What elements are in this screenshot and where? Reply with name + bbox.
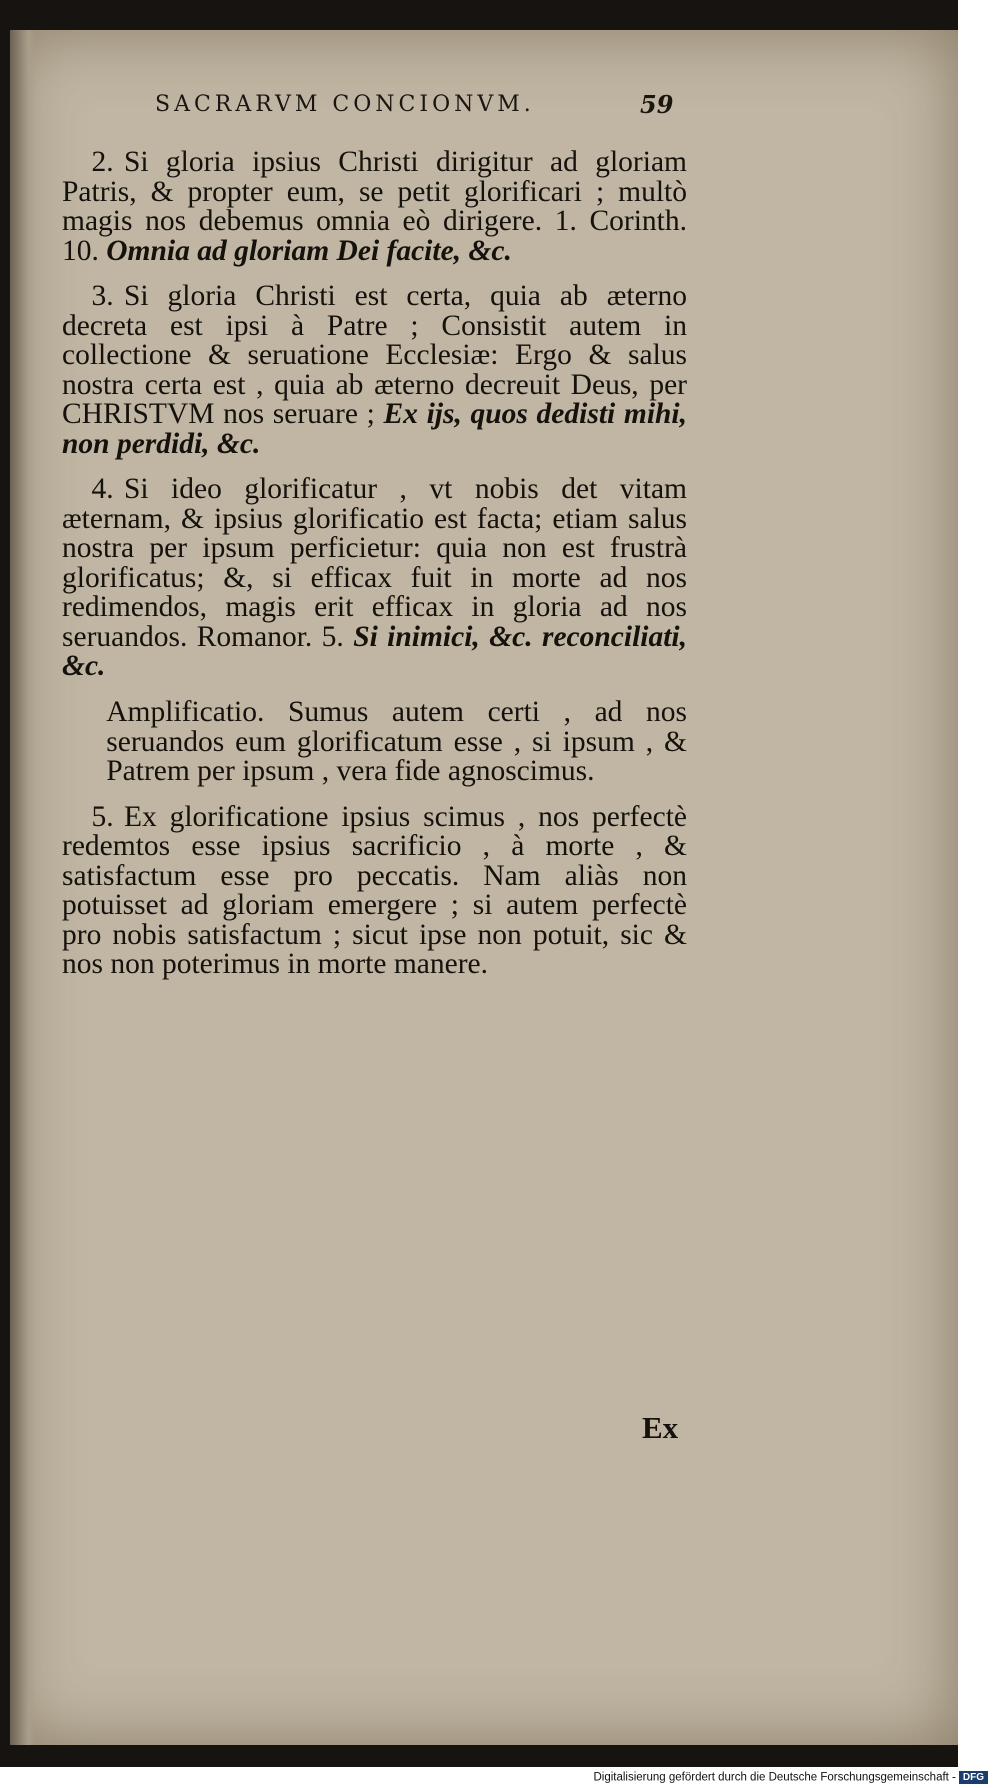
amplificatio-paragraph: [106, 698, 687, 787]
paragraph-number: 2.: [91, 146, 114, 178]
paragraph-text: Ex glorificatione ipsius scimus , nos perfectè redemtos esse ipsius sacrificio , à morte , & satisfactum esse pro peccatis. Nam aliàs non potuisset ad gloriam emergere ; si autem perfectè pro nobis satisfactum ; sicut ipse non potuit, sic & nos non poterimus in morte manere.: [62, 800, 687, 981]
page-binding-edge: [10, 30, 36, 1745]
latin-quotation: Si inimici, &c. reconciliati, &c.: [62, 620, 687, 683]
body-text: [62, 148, 687, 996]
paragraph-4: [62, 475, 687, 682]
paragraph-number: 4.: [91, 473, 114, 506]
paragraph-number: 5.: [91, 800, 114, 833]
credit-text: Digitalisierung gefördert durch die Deutsche Forschungsgemeinschaft -: [593, 1771, 956, 1784]
catchword: Ex: [642, 1410, 679, 1445]
book-page: [10, 30, 958, 1745]
dfg-logo: DFG: [959, 1771, 988, 1784]
latin-quotation: Ex ijs, quos dedisti mihi, non perdidi, &c.: [62, 398, 687, 460]
running-head: SACRARVM CONCIONVM.: [155, 92, 535, 117]
paragraph-text: Amplificatio. Sumus autem certi , ad nos seruandos eum glorificatum esse , si ipsum , & Patrem per ipsum , vera fide agnoscimus.: [106, 696, 687, 788]
paragraph-number: 3.: [91, 280, 114, 313]
digitization-credit: [593, 1771, 988, 1784]
paragraph-3: [62, 282, 687, 459]
latin-quotation: Omnia ad gloriam Dei facite, &c.: [106, 234, 512, 267]
paragraph-text: Si ideo glorificatur , vt nobis det vitam æternam, & ipsius glorificatio est facta; etiam salus nostra per ipsum perficietur: quia non est frustrà glorificatus; &, si efficax fuit in morte ad nos redimendos, magis erit efficax in gloria ad nos seruandos. Romanor. 5.: [62, 473, 687, 653]
paragraph-text: Si gloria ipsius Christi dirigitur ad gloriam Patris, & propter eum, se petit glorificari ; multò magis nos debemus omnia eò dirigere. 1. Corinth. 10.: [62, 146, 687, 267]
paragraph-2: [62, 148, 687, 266]
paragraph-5: [62, 800, 687, 981]
page-number: 59: [640, 90, 674, 119]
paragraph-text: Si gloria Christi est certa, quia ab æterno decreta est ipsi à Patre ; Consistit autem in collectione & seruatione Ecclesiæ: Ergo & salus nostra certa est , quia ab æterno decreuit Deus, per CHRISTVM nos seruare ;: [62, 280, 687, 431]
